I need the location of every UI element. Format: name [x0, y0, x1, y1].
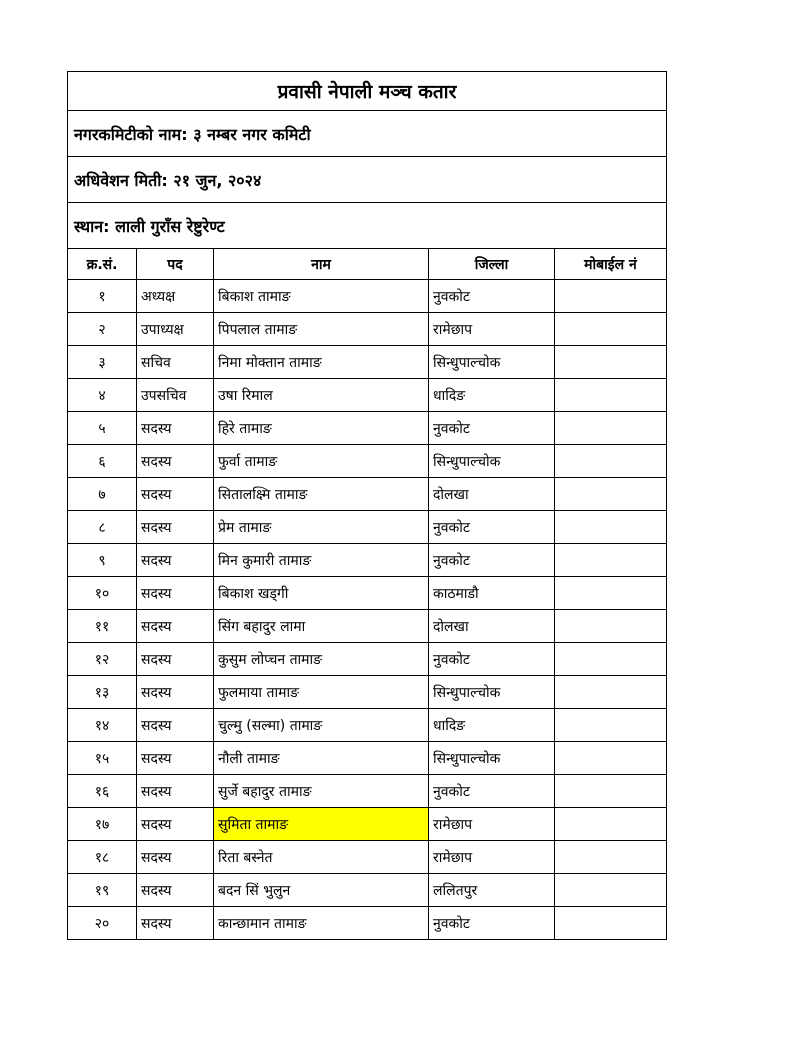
mobile-cell [555, 478, 667, 511]
name-cell: सिंग बहादुर लामा [214, 610, 429, 643]
name-cell: सुमिता तामाङ [214, 808, 429, 841]
name-cell: मिन कुमारी तामाङ [214, 544, 429, 577]
table-row [68, 445, 667, 478]
name-cell: उषा रिमाल [214, 379, 429, 412]
post-cell: उपसचिव [137, 379, 214, 412]
committee-name-line: नगरकमिटीको नाम: ३ नम्बर नगर कमिटी [68, 111, 667, 157]
table-row [68, 346, 667, 379]
table-row [68, 577, 667, 610]
serial-cell: ९ [68, 544, 137, 577]
serial-cell: १७ [68, 808, 137, 841]
district-cell: नुवकोट [429, 412, 555, 445]
mobile-cell [555, 676, 667, 709]
table-row [68, 313, 667, 346]
table-row [68, 544, 667, 577]
serial-cell: २ [68, 313, 137, 346]
table-row [68, 412, 667, 445]
post-cell: सदस्य [137, 610, 214, 643]
post-cell: सदस्य [137, 775, 214, 808]
header-mobile: मोबाईल नं [555, 249, 667, 280]
table-row [68, 709, 667, 742]
mobile-cell [555, 379, 667, 412]
district-cell: दोलखा [429, 610, 555, 643]
name-cell: रिता बस्नेत [214, 841, 429, 874]
district-cell: नुवकोट [429, 907, 555, 940]
serial-cell: ८ [68, 511, 137, 544]
table-row [68, 808, 667, 841]
table-row [68, 610, 667, 643]
table-row [68, 643, 667, 676]
district-cell: नुवकोट [429, 511, 555, 544]
district-cell: सिन्धुपाल्चोक [429, 346, 555, 379]
mobile-cell [555, 313, 667, 346]
venue-line: स्थान: लाली गुराँस रेष्टुरेण्ट [68, 203, 667, 249]
member-list-table [67, 71, 667, 940]
district-cell: रामेछाप [429, 841, 555, 874]
mobile-cell [555, 412, 667, 445]
post-cell: सदस्य [137, 478, 214, 511]
table-row [68, 379, 667, 412]
serial-cell: १ [68, 280, 137, 313]
convention-date-line: अधिवेशन मिती: २१ जुन, २०२४ [68, 157, 667, 203]
table-row [68, 280, 667, 313]
district-cell: ललितपुर [429, 874, 555, 907]
mobile-cell [555, 511, 667, 544]
table-row [68, 841, 667, 874]
post-cell: सदस्य [137, 544, 214, 577]
post-cell: सदस्य [137, 577, 214, 610]
district-cell: सिन्धुपाल्चोक [429, 742, 555, 775]
mobile-cell [555, 808, 667, 841]
district-cell: धादिङ [429, 709, 555, 742]
district-cell: दोलखा [429, 478, 555, 511]
mobile-cell [555, 544, 667, 577]
serial-cell: ११ [68, 610, 137, 643]
name-cell: पिपलाल तामाङ [214, 313, 429, 346]
name-cell: निमा मोक्तान तामाङ [214, 346, 429, 379]
serial-cell: ४ [68, 379, 137, 412]
district-cell: नुवकोट [429, 544, 555, 577]
post-cell: सदस्य [137, 412, 214, 445]
name-cell: कान्छामान तामाङ [214, 907, 429, 940]
post-cell: सदस्य [137, 445, 214, 478]
table-row [68, 874, 667, 907]
district-cell: धादिङ [429, 379, 555, 412]
name-cell: बिकाश तामाङ [214, 280, 429, 313]
mobile-cell [555, 445, 667, 478]
district-cell: सिन्धुपाल्चोक [429, 676, 555, 709]
district-cell: रामेछाप [429, 313, 555, 346]
post-cell: सदस्य [137, 676, 214, 709]
mobile-cell [555, 346, 667, 379]
serial-cell: १९ [68, 874, 137, 907]
serial-cell: ६ [68, 445, 137, 478]
name-cell: कुसुम लोप्चन तामाङ [214, 643, 429, 676]
post-cell: सदस्य [137, 709, 214, 742]
serial-cell: २० [68, 907, 137, 940]
name-cell: बिकाश खड्गी [214, 577, 429, 610]
document-title: प्रवासी नेपाली मञ्च कतार [68, 72, 667, 111]
table-row [68, 775, 667, 808]
table-header-row [68, 249, 667, 280]
mobile-cell [555, 907, 667, 940]
post-cell: सदस्य [137, 841, 214, 874]
table-row [68, 511, 667, 544]
post-cell: सदस्य [137, 742, 214, 775]
name-cell: हिरे तामाङ [214, 412, 429, 445]
post-cell: सदस्य [137, 643, 214, 676]
mobile-cell [555, 775, 667, 808]
serial-cell: १६ [68, 775, 137, 808]
table-row [68, 478, 667, 511]
mobile-cell [555, 742, 667, 775]
mobile-cell [555, 610, 667, 643]
name-cell: बदन सिं भुलुन [214, 874, 429, 907]
table-row [68, 676, 667, 709]
name-cell: फुलमाया तामाङ [214, 676, 429, 709]
header-serial: क्र.सं. [68, 249, 137, 280]
post-cell: अध्यक्ष [137, 280, 214, 313]
header-post: पद [137, 249, 214, 280]
district-cell: रामेछाप [429, 808, 555, 841]
name-cell: सुर्जे बहादुर तामाङ [214, 775, 429, 808]
district-cell: नुवकोट [429, 280, 555, 313]
serial-cell: ५ [68, 412, 137, 445]
mobile-cell [555, 841, 667, 874]
table-row [68, 907, 667, 940]
serial-cell: ३ [68, 346, 137, 379]
post-cell: उपाध्यक्ष [137, 313, 214, 346]
mobile-cell [555, 577, 667, 610]
district-cell: सिन्धुपाल्चोक [429, 445, 555, 478]
post-cell: सदस्य [137, 808, 214, 841]
mobile-cell [555, 280, 667, 313]
serial-cell: ७ [68, 478, 137, 511]
post-cell: सचिव [137, 346, 214, 379]
header-name: नाम [214, 249, 429, 280]
serial-cell: १२ [68, 643, 137, 676]
district-cell: काठमाडौ [429, 577, 555, 610]
serial-cell: १३ [68, 676, 137, 709]
name-cell: सितालक्ष्मि तामाङ [214, 478, 429, 511]
serial-cell: १० [68, 577, 137, 610]
post-cell: सदस्य [137, 907, 214, 940]
serial-cell: १८ [68, 841, 137, 874]
serial-cell: १५ [68, 742, 137, 775]
mobile-cell [555, 709, 667, 742]
post-cell: सदस्य [137, 874, 214, 907]
name-cell: प्रेम तामाङ [214, 511, 429, 544]
post-cell: सदस्य [137, 511, 214, 544]
name-cell: फुर्वा तामाङ [214, 445, 429, 478]
table-row [68, 742, 667, 775]
name-cell: नौली तामाङ [214, 742, 429, 775]
mobile-cell [555, 643, 667, 676]
header-district: जिल्ला [429, 249, 555, 280]
district-cell: नुवकोट [429, 775, 555, 808]
name-cell: चुल्मु (सल्मा) तामाङ [214, 709, 429, 742]
serial-cell: १४ [68, 709, 137, 742]
mobile-cell [555, 874, 667, 907]
district-cell: नुवकोट [429, 643, 555, 676]
